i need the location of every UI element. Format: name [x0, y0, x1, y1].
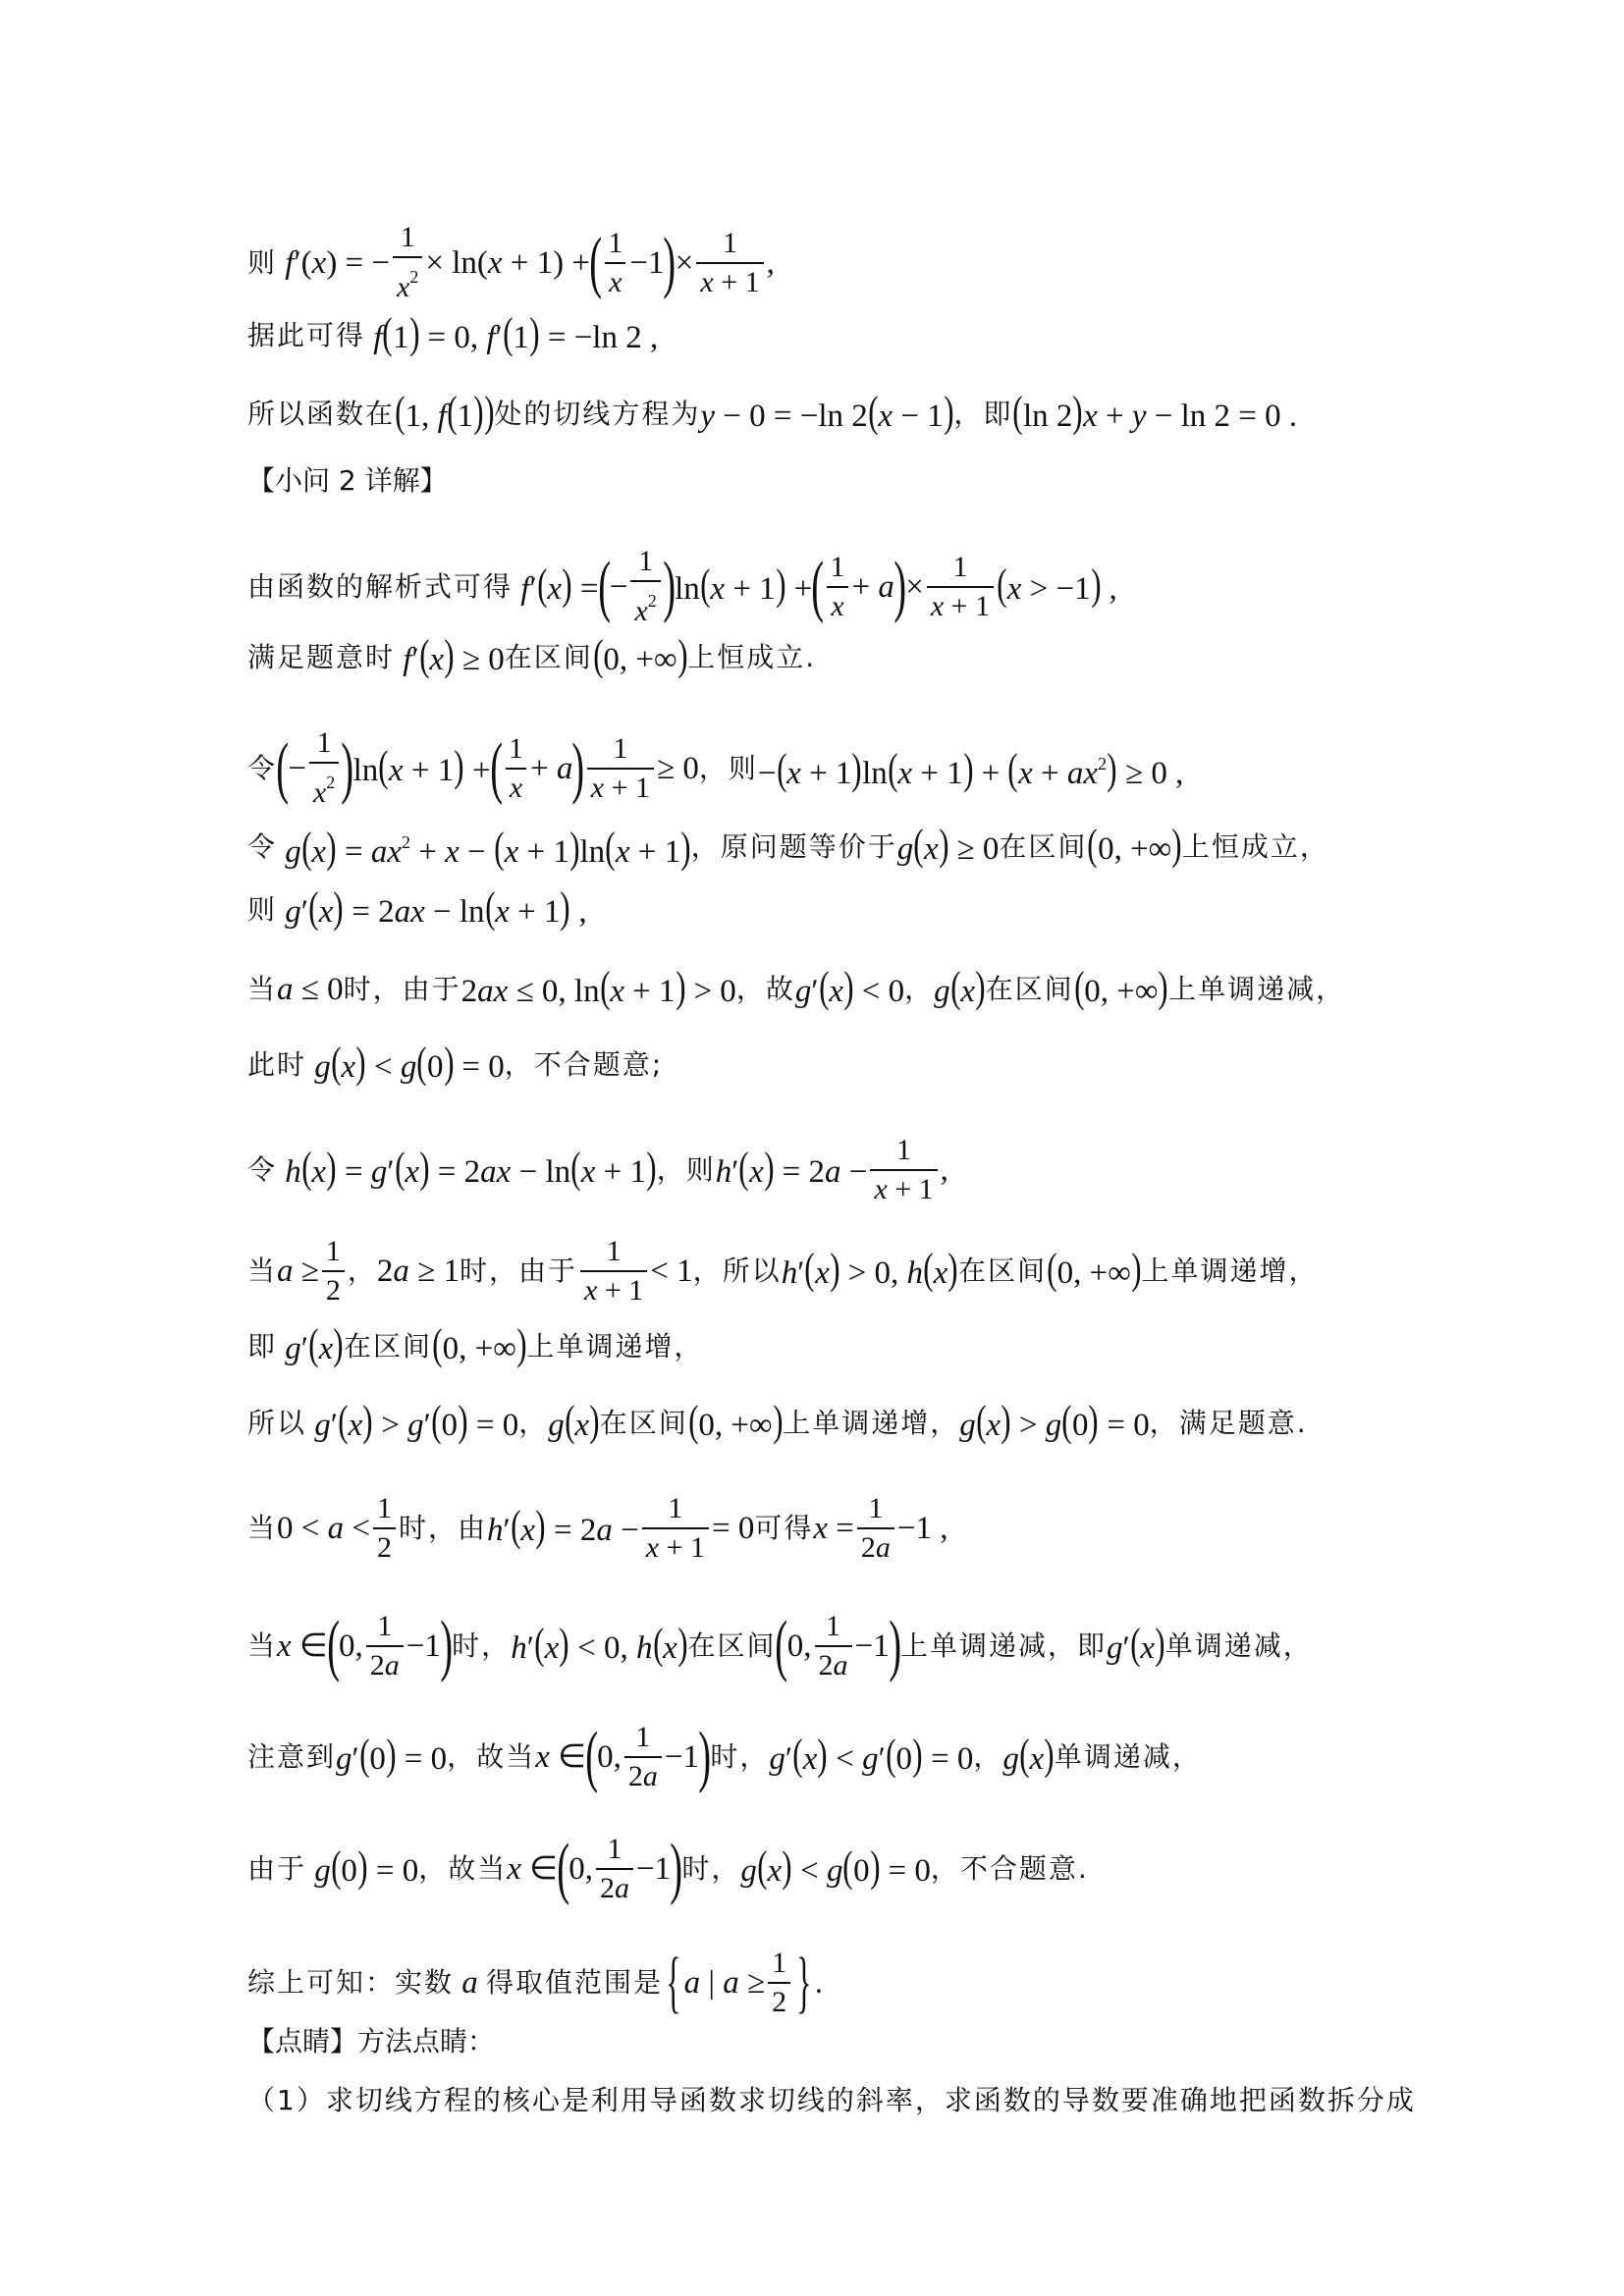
text: 满足题意时 — [247, 641, 396, 673]
text: 令 — [247, 751, 278, 784]
text: 得取值范围是 — [486, 1966, 664, 1999]
text: 在区间 — [985, 973, 1074, 1005]
case-a-between-line: 当 0 < a < $\frac{1}{2}$ 时，由 h′(x) = 2a − $\frac{1}{x + 1}$ = 0 可得 x = $\frac{1}{2a}$ −1 , — [247, 1492, 948, 1564]
text: 时， — [452, 1629, 512, 1662]
conclusion-invalid-line: 由于 g(0) = 0 ，故当 x ∈ ( 0, $\frac{1}{2a}$ −1 ) 时， g(x) < g(0) = 0 ，不合题意. — [247, 1831, 1089, 1906]
text: ，故当 — [447, 1740, 536, 1773]
final-answer-line: 综上可知：实数 a 得取值范围是 { a | a ≥ $\frac{1}{2}$ } . — [247, 1945, 823, 2020]
case-a-half-line: 当 a ≥ $\frac{1}{2}$ ， 2a ≥ 1 时，由于 $\frac{1}{x + 1}$ < 1 ，所以 h′(x) > 0, h(x) 在区间 (0, +∞) 上单调递增， — [247, 1235, 1319, 1307]
text: 在区间 — [504, 641, 593, 673]
text: 在区间 — [687, 1629, 777, 1662]
g-prime-increasing-line: 即 g′(x) 在区间 (0, +∞) 上单调递增， — [247, 1320, 704, 1368]
section-header-question-2 — [247, 461, 448, 501]
case-a-nonpositive-line: 当 a ≤ 0 时，由于 2ax ≤ 0, ln(x + 1) > 0 ，故 g′(x) < 0 ， g(x) 在区间 (0, +∞) 上单调递减， — [247, 963, 1346, 1011]
g-increasing-line: 所以 g′(x) > g′(0) = 0 ， g(x) 在区间 (0, +∞) 上单调递增， g(x) > g(0) = 0 ，满足题意. — [247, 1397, 1308, 1445]
text: ，故 — [735, 973, 795, 1005]
text: 在区间 — [999, 830, 1088, 863]
text: 时，由于 — [343, 973, 461, 1005]
value-line: 据此可得 f(1) = 0, f′(1) = −ln 2 , — [247, 309, 659, 357]
text: 当 — [247, 973, 278, 1005]
text: 时， — [681, 1852, 741, 1885]
g-derivative-line: 则 g′(x) = 2ax − ln(x + 1) , — [247, 883, 587, 932]
text: ， — [973, 1740, 1003, 1773]
text: ，原问题等价于 — [690, 830, 897, 863]
text: . — [814, 1965, 823, 2001]
text: 上单调递增， — [783, 1407, 960, 1439]
text: ， — [347, 1255, 377, 1287]
define-h-line: 令 h(x) = g′(x) = 2ax − ln(x + 1) ，则 h′(x) = 2a − $\frac{1}{x + 1}$ , — [247, 1134, 948, 1205]
text: 处的切线方程为 — [494, 398, 701, 430]
text: ，不合题意; — [504, 1048, 664, 1081]
text: 则 — [247, 245, 278, 279]
text: 当 — [247, 1629, 278, 1662]
text: 则 — [247, 893, 278, 926]
text: ，则 — [698, 751, 758, 784]
text: 当 — [247, 1255, 278, 1287]
text: 上恒成立， — [1181, 830, 1329, 863]
tip-paragraph — [247, 2081, 1416, 2120]
text: ，满足题意. — [1149, 1407, 1308, 1439]
text: 上单调递减， — [1168, 973, 1346, 1005]
header-text: 【小问 2 详解】 — [247, 464, 448, 497]
text: 时，由于 — [460, 1255, 578, 1287]
text: 上单调递增， — [1141, 1255, 1319, 1287]
text: 可得 — [754, 1512, 814, 1544]
text: 由于 — [247, 1852, 307, 1885]
section-header-tips — [247, 2022, 495, 2061]
text: 在区间 — [957, 1255, 1047, 1287]
not-valid-line: 此时 g(x) < g(0) = 0 ，不合题意; — [247, 1039, 664, 1087]
text: 注意到 — [247, 1740, 337, 1773]
text: 单调递减， — [1164, 1629, 1313, 1662]
derivative-general-line: 由函数的解析式可得 f′(x) = ( − $\frac{1}{x^2}$ ) ln(x + 1) + ( $\frac{1}{x}$ + a ) × $\frac{1}{x + 1}$ (x > −1) , — [247, 545, 1117, 627]
text: 由函数的解析式可得 — [247, 569, 514, 603]
header-text: 【点睛】方法点睛： — [247, 2025, 496, 2057]
g-decreasing-line: 注意到 g′(0) = 0 ，故当 x ∈ ( 0, $\frac{1}{2a}$ −1 ) 时， g′(x) < g′(0) = 0 ， g(x) 单调递减， — [247, 1719, 1202, 1794]
text: 令 — [247, 1153, 278, 1186]
text: 令 — [247, 830, 278, 863]
text: 时，由 — [399, 1512, 488, 1544]
text: 所以 — [247, 1407, 307, 1439]
text: ，即 — [953, 398, 1013, 430]
text: ，不合题意. — [930, 1852, 1089, 1885]
condition-line: 满足题意时 f′(x) ≥ 0 在区间 (0, +∞) 上恒成立. — [247, 631, 817, 679]
text: 在区间 — [343, 1330, 432, 1362]
define-g-line: 令 $g(x) = ax^2 + x - (x + 1)\ln(x + 1)$ ，原问题等价于 g(x) ≥ 0 在区间 (0, +∞) 上恒成立， — [247, 821, 1329, 872]
text: 据此可得 — [247, 319, 366, 351]
text: ，故当 — [418, 1852, 508, 1885]
text: 时， — [710, 1740, 770, 1773]
text: 上单调递增， — [526, 1330, 704, 1362]
text: 所以函数在 — [247, 398, 396, 430]
h-decreasing-line: 当 x ∈ ( 0, $\frac{1}{2a}$ −1 ) 时， h′(x) < 0, h(x) 在区间 ( 0, $\frac{1}{2a}$ −1 ) 上单调递减，即 g′(x) 单调递减， — [247, 1608, 1313, 1683]
text: 单调递减， — [1054, 1740, 1202, 1773]
text: ，所以 — [692, 1255, 782, 1287]
tangent-line: 所以函数在 (1, f(1)) 处的切线方程为 y − 0 = −ln 2(x − 1) ，即 (ln 2)x + y − ln 2 = 0 . — [247, 388, 1298, 436]
text: 在区间 — [599, 1407, 688, 1439]
text: 当 — [247, 1512, 278, 1544]
text: 此时 — [247, 1048, 307, 1081]
text: 综上可知：实数 — [247, 1966, 455, 1999]
text: 上单调递减，即 — [899, 1629, 1107, 1662]
text: 上恒成立. — [687, 641, 817, 673]
text: （1）求切线方程的核心是利用导函数求切线的斜率，求函数的导数要准确地把函数拆分成 — [247, 2084, 1416, 2116]
text: ，则 — [656, 1153, 716, 1186]
derivative-line: 则 f′(x) = − $\frac{1}{x^2}$ × ln(x + 1) + ( $\frac{1}{x}$ −1 ) × $\frac{1}{x + 1}$ , — [247, 221, 775, 303]
text: 即 — [247, 1330, 278, 1362]
text: ， — [518, 1407, 549, 1439]
inequality-line: 令 ( − $\frac{1}{x^2}$ ) ln(x + 1) + ( $\frac{1}{x}$ + a ) $\frac{1}{x + 1}$ ≥ 0 ，则 $-(x + 1)\ln(x + 1) + (x + ax^2) \ge 0$ , — [247, 726, 1184, 809]
text: ， — [904, 973, 935, 1005]
